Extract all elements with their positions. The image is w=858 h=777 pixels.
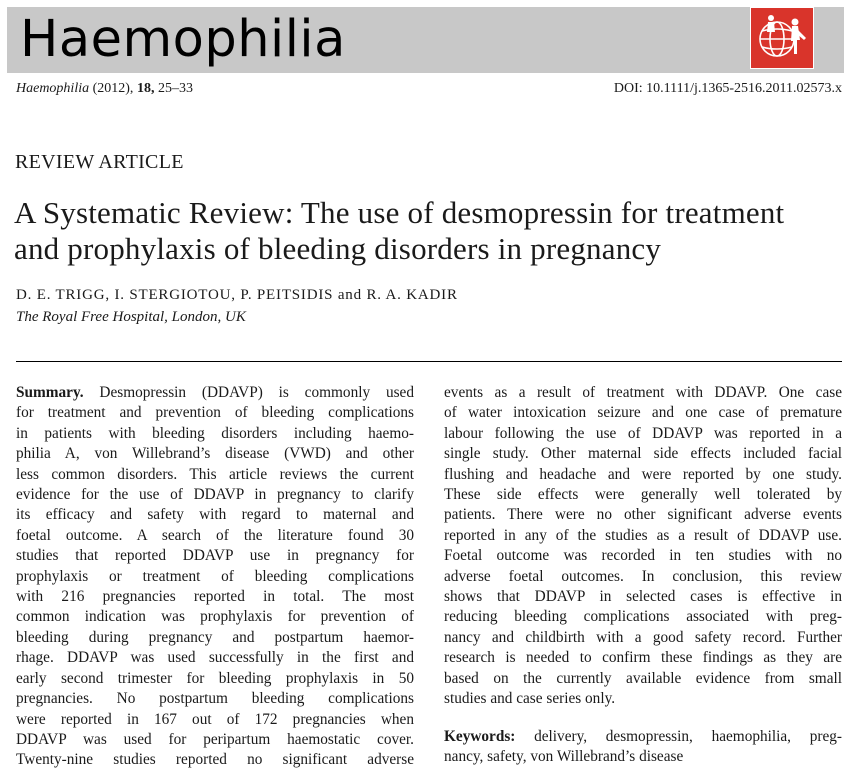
abstract-line: less common disorders. This article reviews the current <box>16 465 414 483</box>
citation-year: (2012), <box>92 81 134 96</box>
abstract-line: based on the currently available evidence from small <box>444 669 842 687</box>
keywords-line: Keywords: delivery, desmopressin, haemophilia, preg- <box>444 728 842 745</box>
abstract-line: studies and case series only. <box>444 690 616 708</box>
abstract-line: prophylaxis or treatment of bleeding complications <box>16 567 414 585</box>
article-title-line: and prophylaxis of bleeding disorders in pregnancy <box>14 231 662 266</box>
section-divider <box>16 361 842 362</box>
abstract-line: research is needed to confirm these findings as they are <box>444 649 842 667</box>
doi-link[interactable]: DOI: 10.1111/j.1365-2516.2011.02573.x <box>613 81 842 96</box>
abstract-line: single study. Other maternal side effects included facial <box>444 445 842 463</box>
abstract-line: in patients with bleeding disorders including haemo- <box>16 424 414 442</box>
abstract-line: studies that reported DDAVP use in pregnancy for <box>16 547 414 565</box>
journal-masthead <box>7 7 844 73</box>
abstract-line: reported in any of the studies as a result of DDAVP use. <box>444 526 842 544</box>
abstract-line: pregnancies. No postpartum bleeding complications <box>16 690 414 708</box>
abstract-line: These side effects were generally well tolerated by <box>444 486 842 504</box>
abstract-line: of water intoxication seizure and one case of premature <box>444 404 842 422</box>
abstract-line: nancy and childbirth with a good safety record. Further <box>444 628 842 646</box>
abstract-line: shows that DDAVP in selected cases is effective in <box>444 588 842 606</box>
summary-label: Summary. <box>16 384 84 401</box>
abstract-line: rhage. DDAVP was used successfully in the first and <box>16 649 414 667</box>
abstract-line: its efficacy and safety with regard to maternal and <box>16 506 414 524</box>
keywords-line: nancy, safety, von Willebrand’s disease <box>444 748 684 766</box>
author-affiliation: The Royal Free Hospital, London, UK <box>16 309 246 325</box>
abstract-line: foetal outcome. A search of the literature found 30 <box>16 526 414 544</box>
abstract-left-column <box>16 383 414 771</box>
abstract-line: Foetal outcome was recorded in ten studies with no <box>444 547 842 565</box>
abstract-line: adverse foetal outcomes. In conclusion, this review <box>444 567 842 585</box>
citation-volume: 18, <box>136 81 155 96</box>
wfh-logo-icon <box>750 7 814 69</box>
abstract-line: reducing bleeding complications associated with preg- <box>444 608 842 626</box>
abstract-line: for treatment and prevention of bleeding complications <box>16 404 414 422</box>
abstract-line: patients. There were no other significant adverse events <box>444 506 842 524</box>
abstract-line: bleeding during pregnancy and postpartum haemor- <box>16 628 414 646</box>
abstract-line: evidence for the use of DDAVP in pregnancy to clarify <box>16 486 414 504</box>
abstract-line: Summary. Desmopressin (DDAVP) is commonly used <box>16 384 414 401</box>
citation-journal: Haemophilia <box>16 81 90 96</box>
abstract-line: labour following the use of DDAVP was reported in a <box>444 424 842 442</box>
abstract-line: DDAVP was used for peripartum haemostatic cover. <box>16 730 414 748</box>
article-title-line: A Systematic Review: The use of desmopressin for treatment <box>14 195 785 230</box>
abstract-line: were reported in 167 out of 172 pregnancies when <box>16 710 414 728</box>
author-list: D. E. TRIGG, I. STERGIOTOU, P. PEITSIDIS and R. A. KADIR <box>16 287 458 303</box>
keywords-block <box>444 727 842 768</box>
abstract-line: with 216 pregnancies reported in total. The most <box>16 588 414 606</box>
abstract-line: flushing and headache and were reported by one study. <box>444 465 842 483</box>
abstract-line: common indication was prophylaxis for prevention of <box>16 608 414 626</box>
article-title <box>14 195 854 267</box>
abstract-line: early second trimester for bleeding prophylaxis in 50 <box>16 669 414 687</box>
keywords-label: Keywords: <box>444 728 516 745</box>
citation-pages: 25–33 <box>157 81 193 96</box>
abstract-line: Twenty-nine studies reported no significant adverse <box>16 751 414 769</box>
abstract-line: events as a result of treatment with DDAVP. One case <box>444 384 842 401</box>
citation-line <box>16 80 842 98</box>
abstract-right-column <box>444 383 842 710</box>
journal-citation <box>16 80 193 98</box>
abstract-line: philia A, von Willebrand’s disease (VWD) and other <box>16 445 414 463</box>
globe-figures-icon <box>751 8 813 68</box>
journal-name: Haemophilia <box>20 10 346 69</box>
article-type: REVIEW ARTICLE <box>15 151 184 173</box>
